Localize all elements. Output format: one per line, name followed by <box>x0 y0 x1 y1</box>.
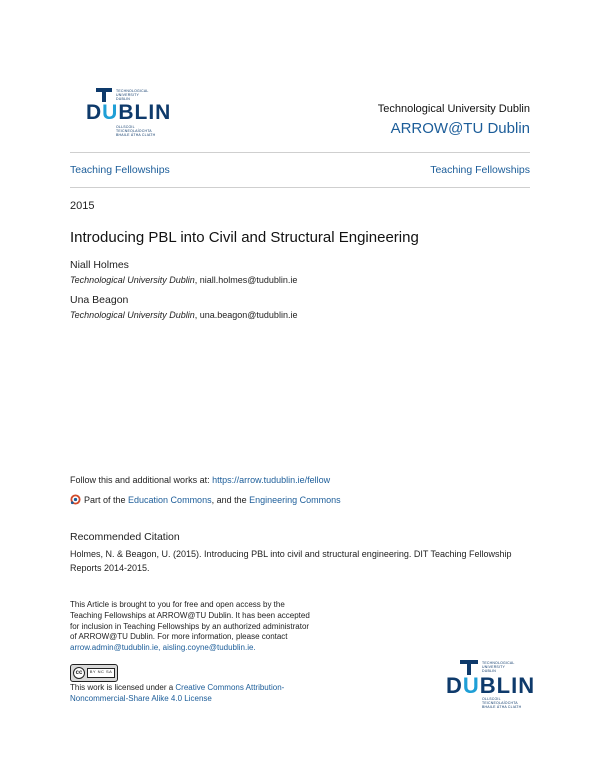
part-of-line: Part of the Education Commons, and the Engineering Commons <box>70 494 341 505</box>
repository-link[interactable]: ARROW@TU Dublin <box>390 120 530 137</box>
engineering-commons-link[interactable]: Engineering Commons <box>249 495 341 505</box>
institution-name: Technological University Dublin <box>377 103 530 115</box>
logo-t-stem <box>102 88 106 102</box>
logo-tagline-irish: OLLSCOIL TEICNEOLAÍOCHTA BHAILE ÁTHA CLIATH <box>482 697 522 709</box>
citation-text: Holmes, N. & Beagon, U. (2015). Introducing PBL into civil and structural engineering. DIT Teaching Fellowship Reports 2014-2015. <box>70 549 512 573</box>
follow-works-line: Follow this and additional works at: https://arrow.tudublin.ie/fellow <box>70 475 331 485</box>
license-link[interactable]: Creative Commons Attribution-Noncommercial-Share Alike 4.0 License <box>70 683 285 703</box>
author-affiliation: Technological University Dublin, niall.holmes@tudublin.ie <box>70 275 298 285</box>
publication-year: 2015 <box>70 200 95 212</box>
logo-tagline: TECHNOLOGICAL UNIVERSITY DUBLIN <box>482 661 515 673</box>
logo-wordmark: DUBLIN <box>86 101 172 124</box>
cc-icon: cc <box>73 667 85 679</box>
logo-tagline: TECHNOLOGICAL UNIVERSITY DUBLIN <box>116 89 149 101</box>
author-affiliation: Technological University Dublin, una.beagon@tudublin.ie <box>70 310 298 320</box>
author-email: , una.beagon@tudublin.ie <box>194 310 298 320</box>
author-email: , niall.holmes@tudublin.ie <box>194 275 298 285</box>
article-title: Introducing PBL into Civil and Structural Engineering <box>70 229 419 246</box>
network-icon <box>70 494 81 505</box>
series-link-left[interactable]: Teaching Fellowships <box>70 164 170 176</box>
citation-heading: Recommended Citation <box>70 531 180 543</box>
tu-dublin-logo-bottom <box>446 660 536 709</box>
tu-dublin-logo-top <box>86 88 172 137</box>
series-link-right[interactable]: Teaching Fellowships <box>430 164 530 176</box>
cc-license-badge[interactable] <box>70 664 118 682</box>
divider-top <box>70 152 530 153</box>
author-name: Una Beagon <box>70 294 129 306</box>
cc-terms-strip: BY NC SA <box>87 668 115 678</box>
logo-tagline-irish: OLLSCOIL TEICNEOLAÍOCHTA BHAILE ÁTHA CLIATH <box>116 125 156 137</box>
open-access-notice: This Article is brought to you for free and open access by the Teaching Fellowships at ARROW@TU Dublin. It has been accepted for inclusion in Teaching Fellowships by an authorized administrator of ARROW@TU Dublin. For more information, please contact arrow.admin@tudublin.ie, aisling.coyne@tudublin.ie. <box>70 600 310 653</box>
logo-wordmark: DUBLIN <box>446 673 536 698</box>
education-commons-link[interactable]: Education Commons <box>128 495 212 505</box>
collection-url-link[interactable]: https://arrow.tudublin.ie/fellow <box>212 475 331 485</box>
author-name: Niall Holmes <box>70 259 129 271</box>
license-statement: This work is licensed under a Creative Commons Attribution-Noncommercial-Share Alike 4.0 License <box>70 683 285 703</box>
contact-email-link[interactable]: arrow.admin@tudublin.ie, aisling.coyne@tudublin.ie. <box>70 643 256 653</box>
divider-bottom <box>70 187 530 188</box>
